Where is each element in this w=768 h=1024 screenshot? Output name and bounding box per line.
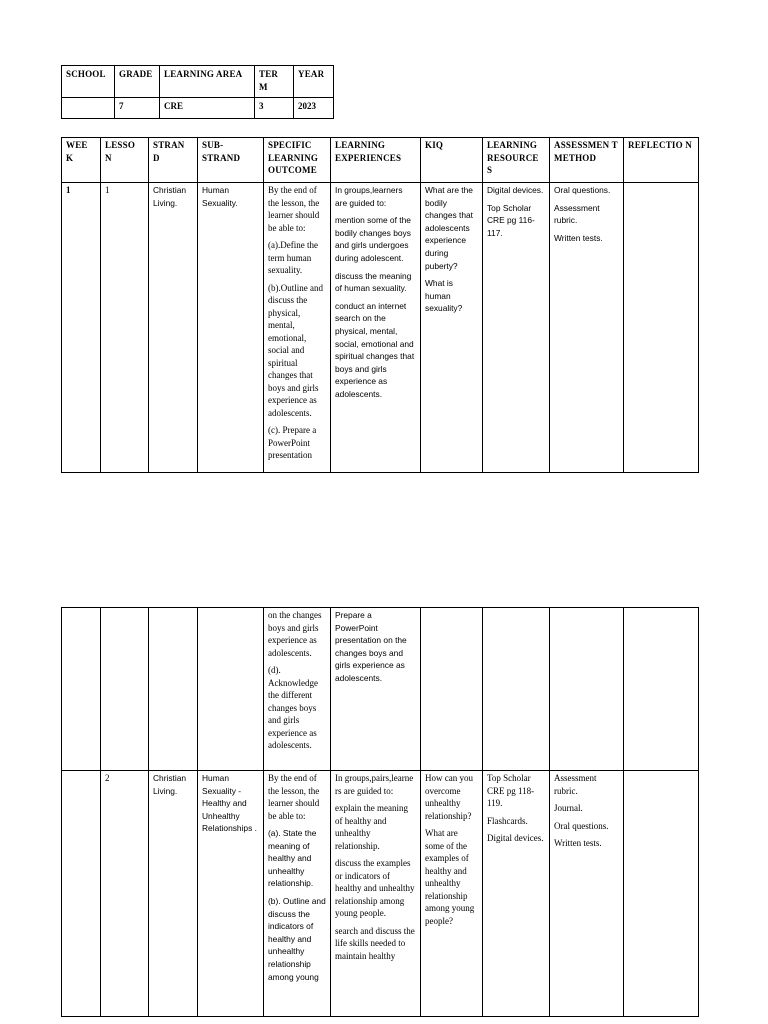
assessment-text: Oral questions.	[554, 185, 611, 195]
experience-text: conduct an internet search on the physical, mental, social, emotional and spiritual changes that boys and girls experience as adolescents.	[335, 300, 415, 399]
resource-text: Top Scholar CRE pg 118-119.	[487, 773, 535, 808]
meta-term: 3	[255, 98, 294, 119]
assessment-text: Journal.	[554, 803, 583, 813]
header-week: WEE K	[62, 138, 101, 183]
meta-header-school: SCHOOL	[62, 66, 115, 98]
kiq-text: What is human sexuality?	[425, 278, 463, 314]
outcome-text: (a).Define the term human sexuality.	[268, 240, 318, 275]
kiq-text: What are the bodily changes that adolescents experience during puberty?	[425, 185, 473, 271]
resource-text: Top Scholar CRE pg 116-117.	[487, 202, 535, 238]
header-assessment: ASSESSMEN T METHOD	[550, 138, 624, 183]
header-sub-strand: SUB-STRAND	[198, 138, 264, 183]
header-outcome: SPECIFIC LEARNING OUTCOME	[264, 138, 331, 183]
cont-reflection	[624, 608, 699, 771]
resource-text: Digital devices.	[487, 185, 544, 195]
meta-school	[62, 98, 115, 119]
cont-lesson	[101, 608, 149, 771]
experience-text: mention some of the bodily changes boys and girls undergoes during adolescent.	[335, 215, 411, 263]
cont-kiq	[421, 608, 483, 771]
row2-strand: Christian Living.	[149, 771, 198, 1017]
meta-header-year: YEAR	[294, 66, 334, 98]
assessment-text: Written tests.	[554, 838, 602, 848]
experience-text: explain the meaning of healthy and unhealthy relationship.	[335, 803, 408, 851]
cont-experiences	[331, 608, 421, 771]
row1-outcome	[264, 183, 331, 473]
row1-sub-strand: Human Sexuality.	[198, 183, 264, 473]
meta-table	[61, 65, 334, 119]
cont-sub-strand	[198, 608, 264, 771]
row2-experiences	[331, 771, 421, 1017]
table-row	[62, 183, 699, 473]
row1-strand: Christian Living.	[149, 183, 198, 473]
row1-lesson: 1	[101, 183, 149, 473]
header-reflection: REFLECTIO N	[624, 138, 699, 183]
row2-assessment	[550, 771, 624, 1017]
meta-header-row	[62, 66, 334, 98]
outcome-text: (a). State the meaning of healthy and unhealthy relationship.	[268, 828, 317, 889]
meta-header-learning-area: LEARNING AREA	[160, 66, 255, 98]
assessment-text: Written tests.	[554, 232, 603, 243]
meta-header-grade: GRADE	[115, 66, 160, 98]
experience-text: search and discuss the life skills needed to maintain healthy	[335, 925, 415, 961]
meta-learning-area: CRE	[160, 98, 255, 119]
row1-assessment	[550, 183, 624, 473]
kiq-text: How can you overcome unhealthy relationship?	[425, 773, 473, 821]
cont-outcome	[264, 608, 331, 771]
row1-week: 1	[62, 183, 101, 473]
row2-reflection	[624, 771, 699, 1017]
resource-text: Digital devices.	[487, 833, 544, 843]
header-kiq: KIQ	[421, 138, 483, 183]
resource-text: Flashcards.	[487, 815, 528, 826]
experience-text: discuss the examples or indicators of healthy and unhealthy relationship among young people.	[335, 858, 415, 918]
table-row	[62, 771, 699, 1017]
cont-assessment	[550, 608, 624, 771]
assessment-text: Assessment rubric.	[554, 773, 597, 796]
outcome-text: (b).Outline and discuss the physical, mental, emotional, social and spiritual changes that boys and girls experience as adolescents.	[268, 282, 323, 418]
meta-header-term: TER M	[255, 66, 294, 98]
header-resources: LEARNING RESOURCE S	[483, 138, 550, 183]
row2-week	[62, 771, 101, 1017]
cont-resources	[483, 608, 550, 771]
row1-kiq	[421, 183, 483, 473]
assessment-text: Oral questions.	[554, 820, 609, 831]
scheme-table-page-1	[61, 137, 699, 473]
meta-value-row	[62, 98, 334, 119]
experience-text: In groups,learners are guided to:	[335, 185, 403, 208]
row1-resources	[483, 183, 550, 473]
row1-reflection	[624, 183, 699, 473]
row1-experiences	[331, 183, 421, 473]
experience-text: In groups,pairs,learne rs are guided to:	[335, 773, 414, 796]
assessment-text: Assessment rubric.	[554, 202, 600, 226]
cont-strand	[149, 608, 198, 771]
row2-lesson: 2	[101, 771, 149, 1017]
outcome-text: on the changes boys and girls experience as adolescents.	[268, 610, 322, 658]
row2-kiq	[421, 771, 483, 1017]
kiq-text: What are some of the examples of healthy and unhealthy relationship among young people?	[425, 828, 475, 926]
header-lesson: LESSO N	[101, 138, 149, 183]
scheme-table-page-2	[61, 607, 699, 1017]
row2-outcome	[264, 771, 331, 1017]
outcome-text: By the end of the lesson, the learner should be able to:	[268, 773, 320, 821]
header-strand: STRAN D	[149, 138, 198, 183]
experience-text: discuss the meaning of human sexuality.	[335, 270, 412, 294]
outcome-text: (b). Outline and discuss the indicators of healthy and unhealthy relationship among young	[268, 895, 326, 982]
outcome-text: (c). Prepare a PowerPoint presentation	[268, 425, 317, 460]
header-experiences: LEARNING EXPERIENCES	[331, 138, 421, 183]
experience-text: Prepare a PowerPoint presentation on the changes boys and girls experience as adolescents.	[335, 610, 407, 683]
row2-sub-strand: Human Sexuality - Healthy and Unhealthy Relationships .	[198, 771, 264, 1017]
scheme-header-row	[62, 138, 699, 183]
outcome-text: By the end of the lesson, the learner should be able to:	[268, 185, 320, 233]
cont-week	[62, 608, 101, 771]
meta-grade: 7	[115, 98, 160, 119]
row2-resources	[483, 771, 550, 1017]
table-row	[62, 608, 699, 771]
outcome-text: (d). Acknowledge the different changes boys and girls experience as adolescents.	[268, 665, 318, 750]
meta-year: 2023	[294, 98, 334, 119]
